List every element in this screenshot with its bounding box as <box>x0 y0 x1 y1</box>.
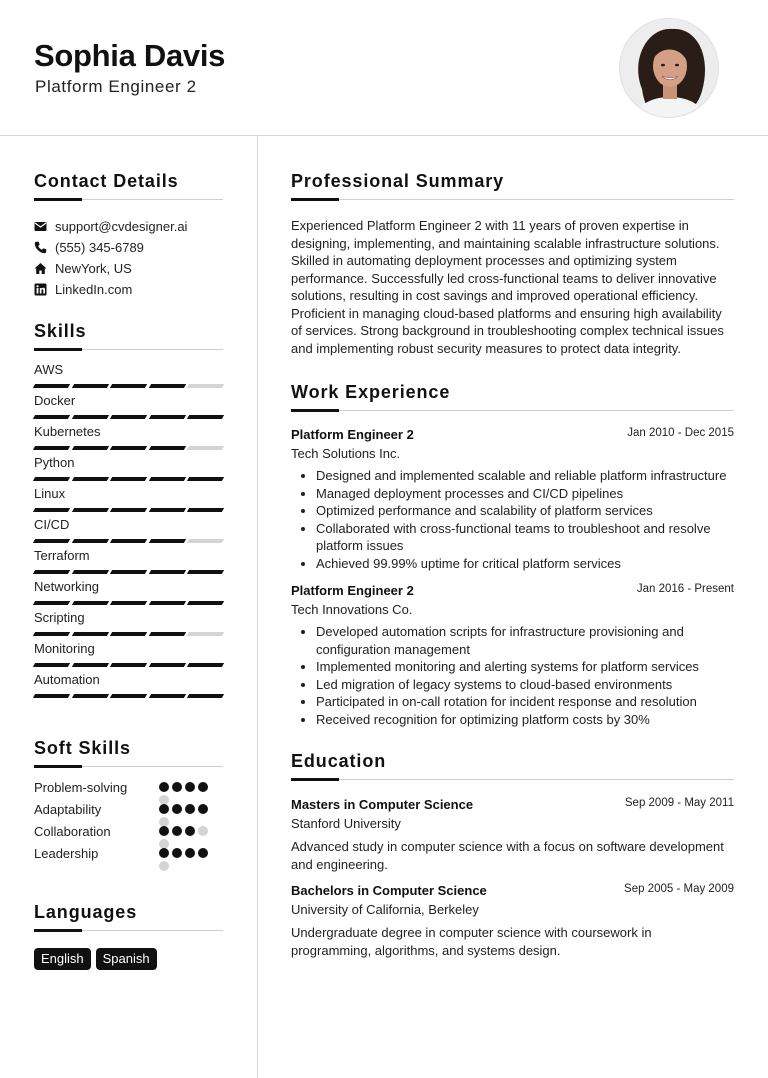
profile-photo <box>619 18 719 118</box>
profile-photo-image <box>620 19 719 118</box>
skill-level-segment <box>187 694 224 698</box>
education-section <box>291 751 734 959</box>
contact-list <box>34 216 223 300</box>
skill-level-bar <box>34 663 223 667</box>
skill-item <box>34 580 223 605</box>
skill-level-segment <box>110 663 147 667</box>
language-chip: Spanish <box>96 948 157 970</box>
rating-dot <box>172 804 182 814</box>
phone-icon <box>34 241 47 254</box>
contact-linkedin-text: LinkedIn.com <box>55 282 133 297</box>
soft-skill-item <box>34 843 223 865</box>
job-bullet: • Managed deployment processes and CI/CD pipelines <box>316 485 734 503</box>
skill-level-segment <box>110 601 147 605</box>
job-entry <box>291 583 734 728</box>
skill-level-segment <box>71 508 108 512</box>
skill-level-segment <box>33 508 70 512</box>
job-dates: Jan 2016 - Present <box>636 583 734 595</box>
education-degree: Bachelors in Computer Science <box>291 883 487 898</box>
skill-item <box>34 611 223 636</box>
rating-dot <box>185 804 195 814</box>
skill-level-segment <box>149 601 186 605</box>
skill-item <box>34 456 223 481</box>
soft-skill-name: Problem-solving <box>34 780 128 795</box>
skill-name: Monitoring <box>34 641 95 656</box>
skill-item <box>34 549 223 574</box>
rating-dot <box>198 804 208 814</box>
skill-level-segment <box>149 632 186 636</box>
skill-level-segment <box>110 539 147 543</box>
envelope-icon <box>34 220 47 233</box>
soft-skill-name: Leadership <box>34 846 99 861</box>
job-bullets <box>291 467 734 572</box>
contact-section <box>34 171 223 300</box>
rating-dot <box>185 782 195 792</box>
resume-header <box>0 0 768 136</box>
skill-level-segment <box>187 570 224 574</box>
summary-text: Experienced Platform Engineer 2 with 11 years of proven expertise in designing, implementing, and maintaining scalable infrastructure solutions. Skilled in automating deployment processes and optimizing system performance. Successfully led cross-functional teams to deliver innovative solutions, resulting in cost savings and improved operational efficiency. Proficient in managing cloud-based platforms and ensuring high availability of services. Strong background in troubleshooting complex technical issues and implementing robust security measures to protect data integrity. <box>291 218 724 356</box>
skill-level-segment <box>187 601 224 605</box>
skill-level-segment <box>71 601 108 605</box>
skill-level-bar <box>34 446 223 450</box>
soft-skill-name: Adaptability <box>34 802 102 817</box>
experience-heading: Work Experience <box>291 382 734 411</box>
linkedin-icon <box>34 283 47 296</box>
skill-level-segment <box>71 663 108 667</box>
job-title: Platform Engineer 2 <box>291 583 414 598</box>
skill-name: Scripting <box>34 610 85 625</box>
education-school: University of California, Berkeley <box>291 902 479 917</box>
skill-item <box>34 673 223 698</box>
contact-phone[interactable] <box>34 237 223 258</box>
skill-level-segment <box>71 384 108 388</box>
rating-dot <box>159 782 169 792</box>
summary-section <box>291 171 734 357</box>
soft-skills-section <box>34 738 223 865</box>
contact-email-text: support@cvdesigner.ai <box>55 219 188 234</box>
skills-heading: Skills <box>34 321 223 350</box>
skill-item <box>34 425 223 450</box>
skill-name: Python <box>34 455 75 470</box>
education-degree: Masters in Computer Science <box>291 797 474 812</box>
skill-name: Docker <box>34 393 76 408</box>
job-bullet: • Achieved 99.99% uptime for critical platform services <box>316 555 734 573</box>
languages-heading: Languages <box>34 902 223 931</box>
education-entry <box>291 797 734 873</box>
skill-item <box>34 487 223 512</box>
skill-level-segment <box>71 694 108 698</box>
skill-item <box>34 363 223 388</box>
skill-level-segment <box>149 446 186 450</box>
rating-dot <box>159 804 169 814</box>
education-list <box>291 797 734 959</box>
rating-dot <box>159 861 169 871</box>
job-company: Tech Solutions Inc. <box>291 446 401 461</box>
skill-name: Networking <box>34 579 100 594</box>
left-column <box>34 136 223 970</box>
rating-dot <box>185 826 195 836</box>
skill-level-bar <box>34 694 223 698</box>
soft-skill-item <box>34 777 223 799</box>
soft-skill-item <box>34 821 223 843</box>
contact-email[interactable] <box>34 216 223 237</box>
contact-location-text: NewYork, US <box>55 261 132 276</box>
skill-level-segment <box>33 570 70 574</box>
skill-level-segment <box>149 508 186 512</box>
skill-level-segment <box>187 477 224 481</box>
skill-level-segment <box>110 508 147 512</box>
skill-level-segment <box>187 415 224 419</box>
skill-level-segment <box>33 415 70 419</box>
skill-level-segment <box>110 632 147 636</box>
education-school: Stanford University <box>291 816 401 831</box>
soft-skill-name: Collaboration <box>34 824 111 839</box>
column-divider <box>257 136 258 1078</box>
job-title: Platform Engineer 2 <box>291 427 414 442</box>
skill-name: Kubernetes <box>34 424 101 439</box>
job-bullets <box>291 623 734 728</box>
skill-level-segment <box>110 694 147 698</box>
rating-dot <box>172 826 182 836</box>
skill-level-bar <box>34 570 223 574</box>
job-bullet: • Optimized performance and scalability of platform services <box>316 502 734 520</box>
skill-level-segment <box>187 384 224 388</box>
skill-level-segment <box>71 570 108 574</box>
skill-item <box>34 518 223 543</box>
skill-level-segment <box>187 446 224 450</box>
skill-level-bar <box>34 415 223 419</box>
skill-level-bar <box>34 508 223 512</box>
education-description: Advanced study in computer science with a focus on software development and engineering. <box>291 839 724 872</box>
skill-level-segment <box>33 384 70 388</box>
skill-level-segment <box>71 632 108 636</box>
job-bullet: • Led migration of legacy systems to cloud-based environments <box>316 676 734 694</box>
skill-level-segment <box>33 539 70 543</box>
skill-level-segment <box>33 477 70 481</box>
skills-section <box>34 321 223 698</box>
rating-dot <box>198 826 208 836</box>
skill-item <box>34 394 223 419</box>
job-bullet: • Designed and implemented scalable and reliable platform infrastructure <box>316 467 734 485</box>
skill-name: AWS <box>34 362 64 377</box>
experience-section <box>291 382 734 728</box>
skill-level-segment <box>187 508 224 512</box>
skill-level-bar <box>34 632 223 636</box>
rating-dot <box>185 848 195 858</box>
language-chip: English <box>34 948 91 970</box>
skills-list <box>34 363 223 698</box>
languages-section <box>34 902 223 970</box>
skill-level-segment <box>187 539 224 543</box>
skill-level-segment <box>149 415 186 419</box>
skill-level-bar <box>34 384 223 388</box>
skill-level-segment <box>33 632 70 636</box>
job-entry <box>291 427 734 572</box>
skill-level-segment <box>149 477 186 481</box>
summary-heading: Professional Summary <box>291 171 734 200</box>
education-dates: Sep 2005 - May 2009 <box>624 883 734 895</box>
skill-name: Terraform <box>34 548 90 563</box>
soft-skill-item <box>34 799 223 821</box>
skill-level-bar <box>34 601 223 605</box>
skill-level-segment <box>71 477 108 481</box>
skill-level-bar <box>34 477 223 481</box>
skill-level-segment <box>33 446 70 450</box>
languages-list <box>34 948 223 970</box>
skill-level-segment <box>110 477 147 481</box>
skill-level-segment <box>33 663 70 667</box>
skill-level-segment <box>71 446 108 450</box>
skill-name: CI/CD <box>34 517 70 532</box>
skill-level-segment <box>33 601 70 605</box>
job-bullet: • Participated in on-call rotation for incident response and resolution <box>316 693 734 711</box>
contact-linkedin[interactable] <box>34 279 223 300</box>
skill-level-segment <box>110 570 147 574</box>
education-entry <box>291 883 734 959</box>
skill-name: Automation <box>34 672 100 687</box>
rating-dot <box>172 782 182 792</box>
skill-level-segment <box>71 415 108 419</box>
soft-skills-heading: Soft Skills <box>34 738 223 767</box>
skill-level-segment <box>187 632 224 636</box>
rating-dot <box>172 848 182 858</box>
soft-skills-list <box>34 777 223 865</box>
home-icon <box>34 262 47 275</box>
skill-level-segment <box>149 570 186 574</box>
skill-level-segment <box>149 694 186 698</box>
job-bullet: • Developed automation scripts for infrastructure provisioning and configuration management <box>316 623 734 658</box>
skill-level-bar <box>34 539 223 543</box>
right-column <box>291 136 734 959</box>
skill-level-segment <box>187 663 224 667</box>
soft-skill-rating <box>159 848 211 871</box>
contact-phone-text: (555) 345-6789 <box>55 240 144 255</box>
skill-level-segment <box>110 415 147 419</box>
skill-name: Linux <box>34 486 66 501</box>
skill-level-segment <box>33 694 70 698</box>
job-bullet: • Collaborated with cross-functional teams to troubleshoot and resolve platform issues <box>316 520 734 555</box>
job-bullet: • Implemented monitoring and alerting systems for platform services <box>316 658 734 676</box>
jobs-list <box>291 427 734 728</box>
skill-level-segment <box>71 539 108 543</box>
skill-level-segment <box>149 539 186 543</box>
rating-dot <box>198 848 208 858</box>
candidate-name: Sophia Davis <box>34 38 226 73</box>
job-company: Tech Innovations Co. <box>291 602 413 617</box>
skill-level-segment <box>110 384 147 388</box>
job-bullet: • Received recognition for optimizing platform costs by 30% <box>316 711 734 729</box>
job-dates: Jan 2010 - Dec 2015 <box>627 427 734 439</box>
contact-heading: Contact Details <box>34 171 223 200</box>
education-dates: Sep 2009 - May 2011 <box>624 797 734 809</box>
rating-dot <box>159 848 169 858</box>
rating-dot <box>159 826 169 836</box>
skill-level-segment <box>149 384 186 388</box>
rating-dot <box>198 782 208 792</box>
skill-item <box>34 642 223 667</box>
contact-location <box>34 258 223 279</box>
skill-level-segment <box>149 663 186 667</box>
education-heading: Education <box>291 751 734 780</box>
candidate-title: Platform Engineer 2 <box>35 77 197 96</box>
skill-level-segment <box>110 446 147 450</box>
education-description: Undergraduate degree in computer science with coursework in programming, algorithms, and systems design. <box>291 925 652 958</box>
